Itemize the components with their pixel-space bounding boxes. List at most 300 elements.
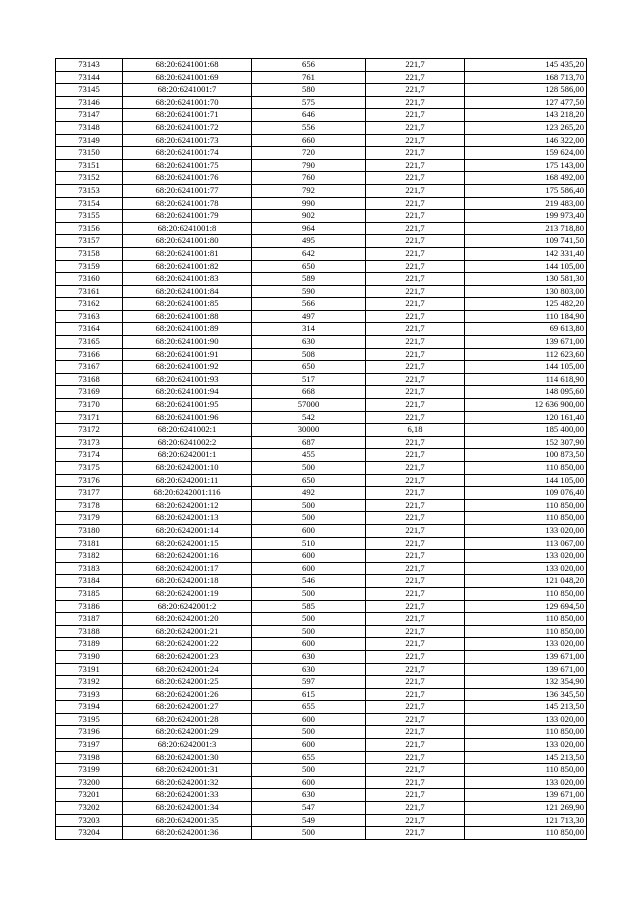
area-cell: 600: [252, 524, 366, 537]
cadastral-value-cell: 133 020,00: [465, 638, 587, 651]
cadastral-number-cell: 68:20:6242001:18: [123, 575, 252, 588]
table-row: [56, 499, 587, 512]
area-cell: 790: [252, 159, 366, 172]
table-row: [56, 197, 587, 210]
row-number-cell: 73153: [56, 184, 123, 197]
cadastral-value-cell: 110 850,00: [465, 827, 587, 840]
cadastral-number-cell: 68:20:6241001:92: [123, 361, 252, 374]
cadastral-value-cell: 110 850,00: [465, 625, 587, 638]
cadastral-value-cell: 199 973,40: [465, 210, 587, 223]
table-row: [56, 222, 587, 235]
row-number-cell: 73151: [56, 159, 123, 172]
table-row: [56, 776, 587, 789]
rate-cell: 221,7: [366, 550, 465, 563]
row-number-cell: 73146: [56, 96, 123, 109]
table-row: [56, 512, 587, 525]
table-row: [56, 650, 587, 663]
cadastral-value-cell: 110 850,00: [465, 462, 587, 475]
cadastral-number-cell: 68:20:6241001:93: [123, 373, 252, 386]
row-number-cell: 73174: [56, 449, 123, 462]
table-row: [56, 59, 587, 72]
table-row: [56, 827, 587, 840]
area-cell: 57000: [252, 399, 366, 412]
area-cell: 566: [252, 298, 366, 311]
rate-cell: 221,7: [366, 562, 465, 575]
area-cell: 650: [252, 260, 366, 273]
area-cell: 600: [252, 776, 366, 789]
cadastral-value-cell: 133 020,00: [465, 550, 587, 563]
rate-cell: 221,7: [366, 310, 465, 323]
row-number-cell: 73165: [56, 336, 123, 349]
area-cell: 510: [252, 537, 366, 550]
area-cell: 990: [252, 197, 366, 210]
rate-cell: 221,7: [366, 273, 465, 286]
cadastral-number-cell: 68:20:6242001:15: [123, 537, 252, 550]
cadastral-number-cell: 68:20:6241002:2: [123, 436, 252, 449]
cadastral-number-cell: 68:20:6241001:79: [123, 210, 252, 223]
table-row: [56, 814, 587, 827]
rate-cell: 221,7: [366, 386, 465, 399]
row-number-cell: 73203: [56, 814, 123, 827]
rate-cell: 221,7: [366, 71, 465, 84]
area-cell: 720: [252, 147, 366, 160]
area-cell: 549: [252, 814, 366, 827]
row-number-cell: 73184: [56, 575, 123, 588]
area-cell: 630: [252, 336, 366, 349]
cadastral-value-cell: 123 265,20: [465, 121, 587, 134]
row-number-cell: 73152: [56, 172, 123, 185]
cadastral-value-cell: 159 624,00: [465, 147, 587, 160]
area-cell: 575: [252, 96, 366, 109]
cadastral-value-cell: 139 671,00: [465, 663, 587, 676]
table-row: [56, 273, 587, 286]
cadastral-value-cell: 133 020,00: [465, 524, 587, 537]
table-row: [56, 436, 587, 449]
cadastral-number-cell: 68:20:6242001:10: [123, 462, 252, 475]
row-number-cell: 73183: [56, 562, 123, 575]
cadastral-number-cell: 68:20:6241001:82: [123, 260, 252, 273]
row-number-cell: 73178: [56, 499, 123, 512]
rate-cell: 221,7: [366, 184, 465, 197]
area-cell: 760: [252, 172, 366, 185]
row-number-cell: 73192: [56, 676, 123, 689]
cadastral-number-cell: 68:20:6242001:23: [123, 650, 252, 663]
row-number-cell: 73160: [56, 273, 123, 286]
row-number-cell: 73162: [56, 298, 123, 311]
cadastral-value-cell: 133 020,00: [465, 562, 587, 575]
cadastral-value-cell: 110 850,00: [465, 726, 587, 739]
table-row: [56, 348, 587, 361]
row-number-cell: 73148: [56, 121, 123, 134]
cadastral-value-cell: 112 623,60: [465, 348, 587, 361]
cadastral-number-cell: 68:20:6241001:83: [123, 273, 252, 286]
cadastral-number-cell: 68:20:6241001:76: [123, 172, 252, 185]
rate-cell: 221,7: [366, 449, 465, 462]
area-cell: 655: [252, 701, 366, 714]
table-row: [56, 613, 587, 626]
area-cell: 600: [252, 562, 366, 575]
area-cell: 500: [252, 726, 366, 739]
rate-cell: 221,7: [366, 96, 465, 109]
row-number-cell: 73185: [56, 587, 123, 600]
table-row: [56, 739, 587, 752]
rate-cell: 6,18: [366, 424, 465, 437]
row-number-cell: 73164: [56, 323, 123, 336]
rate-cell: 221,7: [366, 399, 465, 412]
rate-cell: 221,7: [366, 587, 465, 600]
row-number-cell: 73191: [56, 663, 123, 676]
table-row: [56, 424, 587, 437]
cadastral-value-cell: 145 213,50: [465, 701, 587, 714]
row-number-cell: 73155: [56, 210, 123, 223]
area-cell: 964: [252, 222, 366, 235]
cadastral-value-cell: 152 307,90: [465, 436, 587, 449]
table-row: [56, 638, 587, 651]
cadastral-number-cell: 68:20:6241002:1: [123, 424, 252, 437]
table-row: [56, 764, 587, 777]
row-number-cell: 73144: [56, 71, 123, 84]
row-number-cell: 73179: [56, 512, 123, 525]
cadastral-number-cell: 68:20:6241001:84: [123, 285, 252, 298]
cadastral-number-cell: 68:20:6241001:94: [123, 386, 252, 399]
row-number-cell: 73167: [56, 361, 123, 374]
cadastral-value-cell: 146 322,00: [465, 134, 587, 147]
rate-cell: 221,7: [366, 789, 465, 802]
row-number-cell: 73175: [56, 462, 123, 475]
area-cell: 500: [252, 827, 366, 840]
table-row: [56, 361, 587, 374]
cadastral-value-cell: 133 020,00: [465, 776, 587, 789]
table-row: [56, 285, 587, 298]
cadastral-value-cell: 110 850,00: [465, 613, 587, 626]
row-number-cell: 73190: [56, 650, 123, 663]
rate-cell: 221,7: [366, 537, 465, 550]
table-row: [56, 235, 587, 248]
table-row: [56, 109, 587, 122]
area-cell: 642: [252, 247, 366, 260]
rate-cell: 221,7: [366, 802, 465, 815]
cadastral-value-cell: 130 581,30: [465, 273, 587, 286]
table-row: [56, 701, 587, 714]
table-row: [56, 298, 587, 311]
cadastral-value-cell: 185 400,00: [465, 424, 587, 437]
table-row: [56, 147, 587, 160]
rate-cell: 221,7: [366, 650, 465, 663]
table-row: [56, 688, 587, 701]
row-number-cell: 73196: [56, 726, 123, 739]
rate-cell: 221,7: [366, 197, 465, 210]
row-number-cell: 73182: [56, 550, 123, 563]
cadastral-value-cell: 148 095,60: [465, 386, 587, 399]
cadastral-number-cell: 68:20:6242001:25: [123, 676, 252, 689]
rate-cell: 221,7: [366, 260, 465, 273]
row-number-cell: 73204: [56, 827, 123, 840]
cadastral-value-cell: 145 213,50: [465, 751, 587, 764]
row-number-cell: 73172: [56, 424, 123, 437]
row-number-cell: 73177: [56, 487, 123, 500]
area-cell: 580: [252, 84, 366, 97]
cadastral-number-cell: 68:20:6242001:27: [123, 701, 252, 714]
rate-cell: 221,7: [366, 625, 465, 638]
row-number-cell: 73166: [56, 348, 123, 361]
area-cell: 500: [252, 587, 366, 600]
row-number-cell: 73173: [56, 436, 123, 449]
cadastral-value-cell: 175 586,40: [465, 184, 587, 197]
cadastral-value-cell: 168 713,70: [465, 71, 587, 84]
area-cell: 30000: [252, 424, 366, 437]
rate-cell: 221,7: [366, 298, 465, 311]
rate-cell: 221,7: [366, 159, 465, 172]
cadastral-number-cell: 68:20:6242001:26: [123, 688, 252, 701]
cadastral-number-cell: 68:20:6242001:16: [123, 550, 252, 563]
table-row: [56, 96, 587, 109]
cadastral-number-cell: 68:20:6241001:90: [123, 336, 252, 349]
cadastral-value-cell: 69 613,80: [465, 323, 587, 336]
cadastral-value-cell: 219 483,00: [465, 197, 587, 210]
cadastral-number-cell: 68:20:6242001:36: [123, 827, 252, 840]
cadastral-number-cell: 68:20:6241001:70: [123, 96, 252, 109]
area-cell: 615: [252, 688, 366, 701]
area-cell: 668: [252, 386, 366, 399]
cadastral-value-cell: 127 477,50: [465, 96, 587, 109]
row-number-cell: 73195: [56, 713, 123, 726]
area-cell: 500: [252, 462, 366, 475]
rate-cell: 221,7: [366, 210, 465, 223]
row-number-cell: 73187: [56, 613, 123, 626]
cadastral-value-cell: 145 435,20: [465, 59, 587, 72]
row-number-cell: 73198: [56, 751, 123, 764]
area-cell: 500: [252, 613, 366, 626]
cadastral-number-cell: 68:20:6242001:17: [123, 562, 252, 575]
cadastral-value-cell: 110 850,00: [465, 764, 587, 777]
row-number-cell: 73188: [56, 625, 123, 638]
cadastral-value-cell: 139 671,00: [465, 336, 587, 349]
rate-cell: 221,7: [366, 663, 465, 676]
cadastral-number-cell: 68:20:6242001:35: [123, 814, 252, 827]
row-number-cell: 73189: [56, 638, 123, 651]
cadastral-value-cell: 110 184,90: [465, 310, 587, 323]
table-row: [56, 663, 587, 676]
rate-cell: 221,7: [366, 524, 465, 537]
cadastral-number-cell: 68:20:6242001:1: [123, 449, 252, 462]
cadastral-value-cell: 121 269,90: [465, 802, 587, 815]
row-number-cell: 73202: [56, 802, 123, 815]
cadastral-number-cell: 68:20:6241001:77: [123, 184, 252, 197]
table-row: [56, 474, 587, 487]
area-cell: 630: [252, 650, 366, 663]
cadastral-value-cell: 114 618,90: [465, 373, 587, 386]
cadastral-value-cell: 109 076,40: [465, 487, 587, 500]
cadastral-value-cell: 133 020,00: [465, 739, 587, 752]
rate-cell: 221,7: [366, 726, 465, 739]
rate-cell: 221,7: [366, 348, 465, 361]
cadastral-value-cell: 213 718,80: [465, 222, 587, 235]
area-cell: 542: [252, 411, 366, 424]
cadastral-number-cell: 68:20:6241001:89: [123, 323, 252, 336]
area-cell: 902: [252, 210, 366, 223]
area-cell: 600: [252, 739, 366, 752]
area-cell: 492: [252, 487, 366, 500]
table-row: [56, 159, 587, 172]
area-cell: 546: [252, 575, 366, 588]
table-row: [56, 247, 587, 260]
cadastral-number-cell: 68:20:6242001:21: [123, 625, 252, 638]
row-number-cell: 73150: [56, 147, 123, 160]
area-cell: 314: [252, 323, 366, 336]
row-number-cell: 73154: [56, 197, 123, 210]
cadastral-number-cell: 68:20:6242001:30: [123, 751, 252, 764]
rate-cell: 221,7: [366, 121, 465, 134]
row-number-cell: 73170: [56, 399, 123, 412]
rate-cell: 221,7: [366, 474, 465, 487]
rate-cell: 221,7: [366, 499, 465, 512]
cadastral-number-cell: 68:20:6242001:2: [123, 600, 252, 613]
row-number-cell: 73176: [56, 474, 123, 487]
cadastral-value-table: [55, 58, 587, 840]
area-cell: 650: [252, 361, 366, 374]
cadastral-value-cell: 129 694,50: [465, 600, 587, 613]
area-cell: 556: [252, 121, 366, 134]
cadastral-number-cell: 68:20:6241001:96: [123, 411, 252, 424]
rate-cell: 221,7: [366, 172, 465, 185]
row-number-cell: 73171: [56, 411, 123, 424]
area-cell: 508: [252, 348, 366, 361]
rate-cell: 221,7: [366, 247, 465, 260]
cadastral-number-cell: 68:20:6241001:68: [123, 59, 252, 72]
row-number-cell: 73197: [56, 739, 123, 752]
table-row: [56, 260, 587, 273]
area-cell: 590: [252, 285, 366, 298]
table-row: [56, 550, 587, 563]
table-row: [56, 184, 587, 197]
table-row: [56, 172, 587, 185]
cadastral-number-cell: 68:20:6241001:78: [123, 197, 252, 210]
area-cell: 589: [252, 273, 366, 286]
cadastral-value-cell: 144 105,00: [465, 474, 587, 487]
row-number-cell: 73163: [56, 310, 123, 323]
area-cell: 497: [252, 310, 366, 323]
area-cell: 495: [252, 235, 366, 248]
area-cell: 600: [252, 550, 366, 563]
area-cell: 455: [252, 449, 366, 462]
table-row: [56, 336, 587, 349]
cadastral-number-cell: 68:20:6242001:3: [123, 739, 252, 752]
table-row: [56, 562, 587, 575]
row-number-cell: 73199: [56, 764, 123, 777]
rate-cell: 221,7: [366, 814, 465, 827]
rate-cell: 221,7: [366, 613, 465, 626]
rate-cell: 221,7: [366, 84, 465, 97]
rate-cell: 221,7: [366, 575, 465, 588]
table-row: [56, 399, 587, 412]
cadastral-number-cell: 68:20:6242001:22: [123, 638, 252, 651]
cadastral-value-cell: 110 850,00: [465, 499, 587, 512]
table-row: [56, 676, 587, 689]
table-row: [56, 310, 587, 323]
table-row: [56, 121, 587, 134]
rate-cell: 221,7: [366, 323, 465, 336]
cadastral-number-cell: 68:20:6242001:12: [123, 499, 252, 512]
table-row: [56, 411, 587, 424]
rate-cell: 221,7: [366, 600, 465, 613]
rate-cell: 221,7: [366, 764, 465, 777]
area-cell: 500: [252, 764, 366, 777]
table-row: [56, 462, 587, 475]
cadastral-number-cell: 68:20:6242001:31: [123, 764, 252, 777]
cadastral-number-cell: 68:20:6241001:75: [123, 159, 252, 172]
row-number-cell: 73181: [56, 537, 123, 550]
cadastral-number-cell: 68:20:6242001:34: [123, 802, 252, 815]
area-cell: 630: [252, 663, 366, 676]
cadastral-value-cell: 100 873,50: [465, 449, 587, 462]
cadastral-number-cell: 68:20:6241001:73: [123, 134, 252, 147]
table-row: [56, 210, 587, 223]
table-row: [56, 449, 587, 462]
cadastral-number-cell: 68:20:6242001:33: [123, 789, 252, 802]
cadastral-number-cell: 68:20:6242001:19: [123, 587, 252, 600]
cadastral-number-cell: 68:20:6241001:95: [123, 399, 252, 412]
rate-cell: 221,7: [366, 373, 465, 386]
table-row: [56, 373, 587, 386]
row-number-cell: 73186: [56, 600, 123, 613]
table-row: [56, 802, 587, 815]
cadastral-value-cell: 121 048,20: [465, 575, 587, 588]
rate-cell: 221,7: [366, 59, 465, 72]
table-row: [56, 789, 587, 802]
rate-cell: 221,7: [366, 776, 465, 789]
rate-cell: 221,7: [366, 361, 465, 374]
cadastral-value-cell: 113 067,00: [465, 537, 587, 550]
table-row: [56, 713, 587, 726]
area-cell: 547: [252, 802, 366, 815]
cadastral-number-cell: 68:20:6241001:85: [123, 298, 252, 311]
row-number-cell: 73161: [56, 285, 123, 298]
cadastral-number-cell: 68:20:6242001:14: [123, 524, 252, 537]
cadastral-value-cell: 120 161,40: [465, 411, 587, 424]
row-number-cell: 73193: [56, 688, 123, 701]
table-row: [56, 575, 587, 588]
cadastral-value-cell: 143 218,20: [465, 109, 587, 122]
rate-cell: 221,7: [366, 147, 465, 160]
rate-cell: 221,7: [366, 462, 465, 475]
rate-cell: 221,7: [366, 109, 465, 122]
rate-cell: 221,7: [366, 701, 465, 714]
cadastral-value-cell: 132 354,90: [465, 676, 587, 689]
area-cell: 630: [252, 789, 366, 802]
row-number-cell: 73169: [56, 386, 123, 399]
table-row: [56, 487, 587, 500]
cadastral-value-cell: 110 850,00: [465, 512, 587, 525]
row-number-cell: 73194: [56, 701, 123, 714]
area-cell: 600: [252, 638, 366, 651]
cadastral-number-cell: 68:20:6241001:88: [123, 310, 252, 323]
table-row: [56, 726, 587, 739]
row-number-cell: 73143: [56, 59, 123, 72]
area-cell: 646: [252, 109, 366, 122]
cadastral-number-cell: 68:20:6241001:74: [123, 147, 252, 160]
cadastral-value-cell: 109 741,50: [465, 235, 587, 248]
cadastral-number-cell: 68:20:6241001:80: [123, 235, 252, 248]
row-number-cell: 73200: [56, 776, 123, 789]
cadastral-value-cell: 168 492,00: [465, 172, 587, 185]
table-row: [56, 587, 587, 600]
row-number-cell: 73156: [56, 222, 123, 235]
rate-cell: 221,7: [366, 285, 465, 298]
cadastral-value-cell: 136 345,50: [465, 688, 587, 701]
area-cell: 500: [252, 499, 366, 512]
cadastral-number-cell: 68:20:6242001:116: [123, 487, 252, 500]
cadastral-number-cell: 68:20:6242001:29: [123, 726, 252, 739]
